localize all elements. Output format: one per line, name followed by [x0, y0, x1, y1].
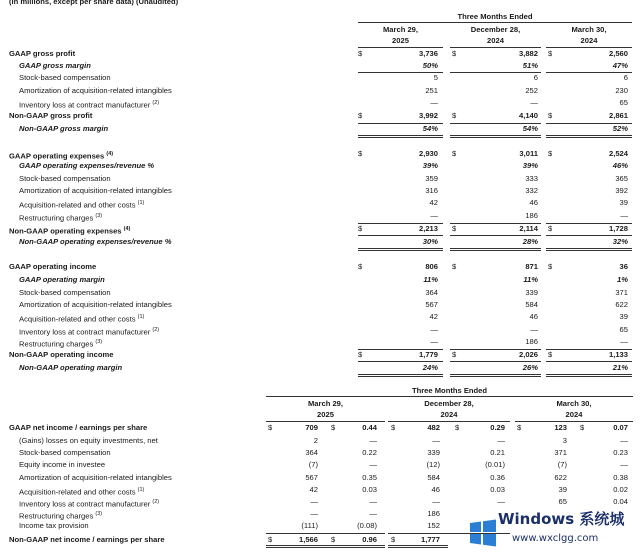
- value-cell: 51%: [522, 61, 538, 70]
- value-cell: 332: [525, 186, 538, 195]
- column-date-line2: 2024: [580, 36, 598, 45]
- currency-symbol: $: [358, 149, 363, 158]
- row-label: [19, 288, 111, 298]
- currency-symbol: $: [548, 224, 553, 233]
- column-header-rule: [388, 421, 510, 422]
- row-label-text: Non-GAAP net income / earnings per share: [9, 535, 165, 544]
- value-cell: —: [530, 325, 538, 334]
- currency-symbol: $: [358, 350, 363, 359]
- value-cell: 3,992: [418, 111, 438, 120]
- row-label: [19, 124, 108, 134]
- value-cell: —: [430, 98, 438, 107]
- subtotal-rule: [546, 72, 632, 73]
- value-cell: 65: [619, 325, 628, 334]
- row-label-text: Non-GAAP operating income: [9, 350, 114, 359]
- header-note: (in millions, except per share data) (Unaudited): [9, 0, 179, 6]
- value-cell: 46: [529, 312, 538, 321]
- value-cell: 584: [525, 300, 538, 309]
- value-cell: 50%: [422, 61, 438, 70]
- row-label: [19, 485, 144, 498]
- total-double-rule: [388, 545, 448, 548]
- subtotal-rule: [450, 235, 541, 236]
- subtotal-rule: [450, 123, 541, 124]
- value-cell: 39%: [422, 161, 438, 170]
- currency-symbol: $: [548, 262, 553, 271]
- value-cell: 21%: [612, 363, 628, 372]
- row-label-text: Amortization of acquisition-related intangibles: [19, 86, 172, 95]
- currency-symbol: $: [268, 423, 273, 432]
- value-cell: 364: [305, 448, 318, 457]
- row-label: [9, 49, 75, 59]
- value-cell: 42: [429, 312, 438, 321]
- footnote-marker: (1): [137, 314, 145, 320]
- value-cell: 0.35: [362, 473, 377, 482]
- row-label-text: Non-GAAP gross margin: [19, 124, 109, 133]
- row-label-text: Stock-based compensation: [19, 73, 111, 82]
- currency-symbol: $: [452, 49, 457, 58]
- row-label: [19, 509, 102, 522]
- value-cell: 2,026: [518, 350, 538, 359]
- windows-logo-icon: [468, 518, 498, 548]
- value-cell: 622: [615, 300, 628, 309]
- subtotal-rule: [450, 72, 541, 73]
- value-cell: 252: [525, 86, 538, 95]
- column-date-line2: 2024: [565, 410, 583, 419]
- row-label-text: Inventory loss at contract manufacturer: [19, 499, 151, 509]
- row-label: [19, 363, 122, 373]
- value-cell: 0.23: [613, 448, 628, 457]
- value-cell: 32%: [612, 237, 628, 246]
- value-cell: 54%: [422, 124, 438, 133]
- currency-symbol: $: [548, 149, 553, 158]
- watermark-url: www.wxclgg.com: [512, 533, 599, 544]
- value-cell: 3,882: [518, 49, 538, 58]
- value-cell: 0.22: [362, 448, 377, 457]
- currency-symbol: $: [452, 111, 457, 120]
- row-label: [19, 473, 172, 483]
- value-cell: 0.03: [490, 485, 505, 494]
- value-cell: —: [497, 497, 505, 506]
- value-cell: —: [432, 497, 440, 506]
- subtotal-rule: [358, 123, 443, 124]
- value-cell: 46: [431, 485, 440, 494]
- row-label-text: GAAP operating income: [9, 262, 97, 271]
- value-cell: 0.21: [490, 448, 505, 457]
- footnote-marker: (1): [137, 200, 145, 206]
- subtotal-rule: [266, 533, 385, 534]
- watermark-title: Windows 系统城: [498, 510, 625, 528]
- currency-symbol: $: [580, 423, 585, 432]
- total-double-rule: [358, 248, 443, 251]
- subtotal-rule: [358, 223, 443, 224]
- value-cell: 46: [529, 198, 538, 207]
- value-cell: —: [369, 460, 377, 469]
- footnote-marker: (1): [137, 487, 145, 493]
- column-date-line1: March 30,: [556, 399, 592, 408]
- value-cell: 316: [425, 186, 438, 195]
- column-date-line1: March 30,: [571, 25, 607, 34]
- row-label-text: Equity income in investee: [19, 460, 106, 469]
- value-cell: 5: [433, 73, 438, 82]
- row-label: [19, 237, 171, 247]
- column-header-rule: [546, 47, 632, 48]
- value-cell: 28%: [522, 237, 538, 246]
- column-date-line2: 2025: [392, 36, 409, 45]
- value-cell: 333: [525, 174, 538, 183]
- row-label: [19, 337, 102, 350]
- value-cell: —: [530, 98, 538, 107]
- footnote-marker: (4): [123, 226, 131, 232]
- total-double-rule: [358, 135, 443, 138]
- currency-symbol: $: [452, 224, 457, 233]
- period-header: Three Months Ended: [457, 12, 533, 21]
- total-double-rule: [546, 374, 632, 377]
- value-cell: 1%: [617, 275, 628, 284]
- row-label-text: Restructuring charges: [19, 339, 94, 349]
- column-date-line1: December 28,: [470, 25, 521, 34]
- row-label: [19, 186, 172, 196]
- value-cell: 1,779: [418, 350, 438, 359]
- column-header-rule: [515, 421, 633, 422]
- column-header-rule: [358, 47, 443, 48]
- row-label: [9, 535, 165, 545]
- value-cell: 365: [615, 174, 628, 183]
- row-label: [19, 161, 154, 171]
- row-label-text: Acquisition-related and other costs: [19, 487, 136, 497]
- total-double-rule: [358, 374, 443, 377]
- value-cell: 152: [427, 521, 440, 530]
- subtotal-rule: [546, 123, 632, 124]
- row-label-text: Stock-based compensation: [19, 448, 111, 457]
- subtotal-rule: [450, 361, 541, 362]
- row-label: [19, 61, 91, 71]
- value-cell: 0.29: [490, 423, 505, 432]
- value-cell: 0.07: [613, 423, 628, 432]
- value-cell: 1,133: [608, 350, 628, 359]
- row-label-text: Non-GAAP operating expenses/revenue %: [19, 237, 172, 246]
- row-label: [19, 325, 159, 338]
- value-cell: 65: [558, 497, 567, 506]
- currency-symbol: $: [548, 49, 553, 58]
- value-cell: 0.02: [613, 485, 628, 494]
- value-cell: 30%: [422, 237, 438, 246]
- value-cell: 871: [525, 262, 538, 271]
- row-label: [9, 262, 96, 272]
- value-cell: 186: [427, 509, 440, 518]
- period-header-rule: [358, 22, 632, 23]
- value-cell: 584: [427, 473, 440, 482]
- value-cell: 186: [525, 337, 538, 346]
- footnote-marker: (2): [152, 327, 160, 333]
- value-cell: 339: [525, 288, 538, 297]
- subtotal-rule: [358, 361, 443, 362]
- value-cell: —: [369, 436, 377, 445]
- row-label: [9, 423, 147, 433]
- value-cell: 39%: [522, 161, 538, 170]
- value-cell: —: [620, 460, 628, 469]
- row-label-text: Stock-based compensation: [19, 288, 111, 297]
- value-cell: 2,213: [418, 224, 438, 233]
- row-label-text: GAAP gross margin: [19, 61, 91, 70]
- footnote-marker: (3): [95, 511, 103, 517]
- footnote-marker: (3): [95, 213, 103, 219]
- row-label-text: Acquisition-related and other costs: [19, 314, 136, 324]
- value-cell: 2: [313, 436, 318, 445]
- value-cell: —: [430, 337, 438, 346]
- value-cell: 46%: [612, 161, 628, 170]
- value-cell: 567: [305, 473, 318, 482]
- value-cell: 2,861: [608, 111, 628, 120]
- currency-symbol: $: [331, 535, 336, 544]
- currency-symbol: $: [452, 350, 457, 359]
- row-label: [9, 111, 92, 121]
- value-cell: 39: [619, 312, 628, 321]
- currency-symbol: $: [452, 149, 457, 158]
- currency-symbol: $: [391, 535, 396, 544]
- row-label: [9, 149, 113, 162]
- row-label: [19, 497, 159, 510]
- row-label: [19, 312, 144, 325]
- value-cell: 2,524: [608, 149, 628, 158]
- value-cell: (12): [426, 460, 440, 469]
- value-cell: (7): [557, 460, 567, 469]
- currency-symbol: $: [358, 262, 363, 271]
- row-label-text: (Gains) losses on equity investments, net: [19, 436, 158, 445]
- value-cell: 622: [554, 473, 567, 482]
- value-cell: —: [430, 325, 438, 334]
- value-cell: 567: [425, 300, 438, 309]
- value-cell: 1,728: [608, 224, 628, 233]
- value-cell: 47%: [612, 61, 628, 70]
- value-cell: 2,930: [418, 149, 438, 158]
- value-cell: —: [310, 509, 318, 518]
- row-label-text: Stock-based compensation: [19, 174, 111, 183]
- value-cell: 339: [427, 448, 440, 457]
- subtotal-rule: [546, 223, 632, 224]
- value-cell: 371: [554, 448, 567, 457]
- value-cell: 0.44: [362, 423, 377, 432]
- value-cell: 186: [525, 211, 538, 220]
- value-cell: 0.96: [362, 535, 377, 544]
- row-label-text: Restructuring charges: [19, 511, 94, 521]
- value-cell: 3: [562, 436, 567, 445]
- value-cell: 0.04: [613, 497, 628, 506]
- value-cell: 65: [619, 98, 628, 107]
- row-label-text: Inventory loss at contract manufacturer: [19, 327, 151, 337]
- total-double-rule: [546, 248, 632, 251]
- row-label-text: GAAP operating expenses/revenue %: [19, 161, 155, 170]
- row-label: [9, 224, 130, 237]
- row-label-text: Amortization of acquisition-related intangibles: [19, 473, 172, 482]
- value-cell: 1,566: [298, 535, 318, 544]
- row-label-text: GAAP operating margin: [19, 275, 105, 284]
- column-date-line2: 2024: [440, 410, 458, 419]
- value-cell: 42: [429, 198, 438, 207]
- value-cell: 2,560: [608, 49, 628, 58]
- column-date-line1: March 29,: [382, 25, 419, 34]
- value-cell: 230: [615, 86, 628, 95]
- value-cell: 806: [425, 262, 438, 271]
- row-label: [19, 86, 172, 96]
- value-cell: 0.36: [490, 473, 505, 482]
- total-double-rule: [450, 374, 541, 377]
- column-header-rule: [450, 47, 541, 48]
- row-label-text: GAAP net income / earnings per share: [9, 423, 148, 432]
- row-label-text: Non-GAAP operating expenses: [9, 226, 122, 236]
- column-date-line2: 2025: [317, 410, 334, 419]
- row-label: [19, 73, 111, 83]
- value-cell: (7): [308, 460, 318, 469]
- value-cell: 1,777: [420, 535, 440, 544]
- total-double-rule: [450, 248, 541, 251]
- value-cell: 52%: [612, 124, 628, 133]
- value-cell: 54%: [522, 124, 538, 133]
- value-cell: 11%: [423, 275, 438, 284]
- footnote-marker: (3): [95, 339, 103, 345]
- row-label: [19, 448, 111, 458]
- row-label-text: Income tax provision: [19, 521, 89, 530]
- row-label: [19, 300, 172, 310]
- value-cell: 123: [554, 423, 567, 432]
- currency-symbol: $: [548, 111, 553, 120]
- currency-symbol: $: [455, 423, 460, 432]
- value-cell: 482: [427, 423, 440, 432]
- row-label: [19, 198, 144, 211]
- value-cell: —: [369, 497, 377, 506]
- row-label-text: Restructuring charges: [19, 213, 94, 223]
- value-cell: —: [310, 497, 318, 506]
- row-label: [19, 436, 158, 446]
- value-cell: 6: [623, 73, 628, 82]
- currency-symbol: $: [358, 111, 363, 120]
- value-cell: 39: [619, 198, 628, 207]
- row-label: [19, 521, 89, 531]
- value-cell: —: [620, 211, 628, 220]
- value-cell: 359: [425, 174, 438, 183]
- subtotal-rule: [546, 349, 632, 350]
- value-cell: 371: [615, 288, 628, 297]
- value-cell: —: [620, 337, 628, 346]
- row-label-text: Non-GAAP operating margin: [19, 363, 123, 372]
- subtotal-rule: [450, 349, 541, 350]
- column-header-rule: [266, 421, 385, 422]
- currency-symbol: $: [391, 423, 396, 432]
- row-label-text: Non-GAAP gross profit: [9, 111, 93, 120]
- currency-symbol: $: [358, 224, 363, 233]
- column-date-line2: 2024: [487, 36, 504, 45]
- footnote-marker: (4): [106, 151, 114, 157]
- row-label: [19, 460, 105, 470]
- total-double-rule: [546, 135, 632, 138]
- value-cell: 3,011: [519, 149, 538, 158]
- row-label-text: Acquisition-related and other costs: [19, 200, 136, 210]
- value-cell: 0.38: [613, 473, 628, 482]
- value-cell: 24%: [422, 363, 438, 372]
- subtotal-rule: [358, 72, 443, 73]
- row-label-text: Amortization of acquisition-related intangibles: [19, 300, 172, 309]
- value-cell: (0.08): [357, 521, 377, 530]
- value-cell: 3,736: [418, 49, 438, 58]
- column-date-line1: March 29,: [307, 399, 344, 408]
- currency-symbol: $: [268, 535, 273, 544]
- row-label: [19, 211, 102, 224]
- row-label: [19, 275, 105, 285]
- subtotal-rule: [450, 223, 541, 224]
- currency-symbol: $: [548, 350, 553, 359]
- period-header: Three Months Ended: [411, 386, 488, 395]
- period-header-rule: [266, 396, 633, 397]
- row-label: [19, 98, 159, 111]
- row-label: [9, 350, 114, 360]
- row-label-text: GAAP operating expenses: [9, 151, 105, 161]
- value-cell: —: [369, 509, 377, 518]
- row-label: [19, 174, 111, 184]
- subtotal-rule: [546, 361, 632, 362]
- value-cell: —: [497, 436, 505, 445]
- value-cell: 2,114: [519, 224, 538, 233]
- value-cell: 39: [558, 485, 567, 494]
- value-cell: (0.01): [485, 460, 505, 469]
- footnote-marker: (2): [152, 100, 160, 106]
- value-cell: 42: [309, 485, 318, 494]
- value-cell: —: [430, 211, 438, 220]
- value-cell: 4,140: [518, 111, 538, 120]
- total-double-rule: [450, 135, 541, 138]
- currency-symbol: $: [517, 423, 522, 432]
- value-cell: (111): [301, 521, 318, 530]
- row-label-text: GAAP gross profit: [9, 49, 76, 58]
- value-cell: 364: [425, 288, 438, 297]
- value-cell: 251: [425, 86, 438, 95]
- value-cell: 0.03: [362, 485, 377, 494]
- value-cell: 709: [305, 423, 318, 432]
- currency-symbol: $: [452, 262, 457, 271]
- value-cell: —: [620, 436, 628, 445]
- value-cell: 26%: [522, 363, 538, 372]
- row-label-text: Inventory loss at contract manufacturer: [19, 100, 151, 110]
- value-cell: 36: [619, 262, 628, 271]
- value-cell: 392: [615, 186, 628, 195]
- row-label-text: Amortization of acquisition-related intangibles: [19, 186, 172, 195]
- currency-symbol: $: [358, 49, 363, 58]
- value-cell: 11%: [523, 275, 538, 284]
- value-cell: 6: [533, 73, 538, 82]
- total-double-rule: [266, 545, 385, 548]
- subtotal-rule: [546, 235, 632, 236]
- column-date-line1: December 28,: [424, 399, 474, 408]
- subtotal-rule: [358, 235, 443, 236]
- currency-symbol: $: [331, 423, 336, 432]
- subtotal-rule: [358, 349, 443, 350]
- footnote-marker: (2): [152, 499, 160, 505]
- value-cell: —: [432, 436, 440, 445]
